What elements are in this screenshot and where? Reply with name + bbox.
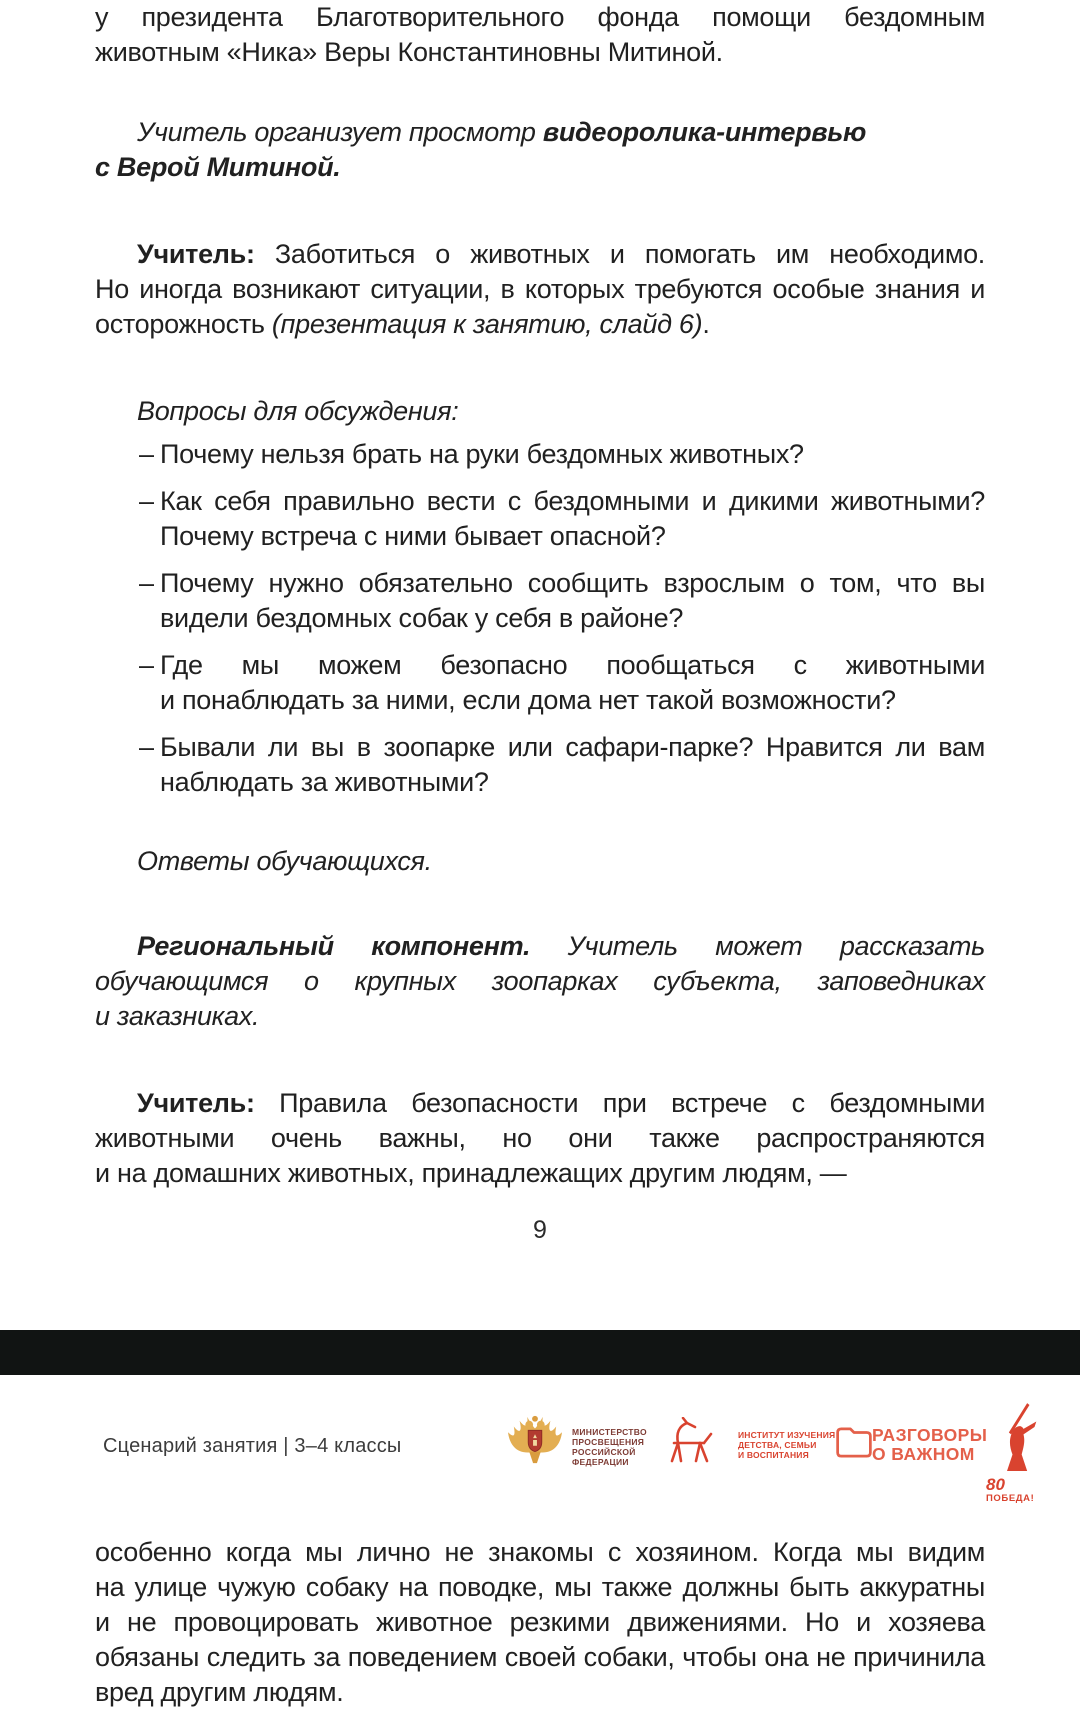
question-item xyxy=(95,730,985,800)
question-text: Как себя правильно вести с бездомными и дикими животными? Почему встреча с ними бывает опасной? xyxy=(160,486,985,551)
video-note-bold-2: с Верой Митиной. xyxy=(95,152,341,182)
discussion-questions-title-text: Вопросы для обсуждения: xyxy=(137,396,459,426)
students-answers-text: Ответы обучающихся. xyxy=(137,846,432,876)
teacher-label: Учитель: xyxy=(137,239,255,269)
ministry-logo-text xyxy=(572,1427,647,1467)
regional-component-note xyxy=(95,929,985,1034)
institute-text-line: ИНСТИТУТ ИЗУЧЕНИЯ xyxy=(738,1430,836,1440)
bullet-dash: – xyxy=(139,486,154,516)
question-item xyxy=(95,437,985,472)
bullet-dash: – xyxy=(139,439,154,469)
regional-component-text: Учитель может рассказать обучающимся о крупных зоопарках субъекта, заповедниках и заказниках. xyxy=(95,931,985,1031)
paragraph-text: у президента Благотворительного фонда помощи бездомным животным «Ника» Веры Константиновны Митиной. xyxy=(95,2,985,67)
ministry-emblem-icon xyxy=(506,1413,564,1472)
video-note-lead: Учитель организует просмотр xyxy=(137,117,543,147)
slide-reference-note: (презентация к занятию, слайд 6) xyxy=(271,309,703,339)
question-text: Где мы можем безопасно пообщаться с животными и понаблюдать за ними, если дома нет такой возможности? xyxy=(160,650,985,715)
victory-label: ПОБЕДА! xyxy=(986,1493,1035,1504)
ministry-text-line: ФЕДЕРАЦИИ xyxy=(572,1457,629,1467)
regional-component-label: Региональный компонент. xyxy=(137,931,531,961)
ministry-text-line: РОССИЙСКОЙ xyxy=(572,1447,636,1457)
ministry-text-line: МИНИСТЕРСТВО xyxy=(572,1427,647,1437)
discussion-questions-list xyxy=(95,437,985,800)
teacher-speech-text: Заботиться о животных и помогать им необходимо. Но иногда возникают ситуации, в которых требуются особые знания и осторожность xyxy=(95,239,985,339)
question-text: Почему нельзя брать на руки бездомных животных? xyxy=(160,439,804,469)
video-note-bold: видеоролика-интервью xyxy=(542,117,867,147)
ministry-text-line: ПРОСВЕЩЕНИЯ xyxy=(572,1437,645,1447)
bullet-dash: – xyxy=(139,650,154,680)
institute-text-line: ДЕТСТВА, СЕМЬИ xyxy=(738,1440,817,1450)
institute-horse-icon xyxy=(664,1417,716,1472)
bullet-dash: – xyxy=(139,732,154,762)
victory-80-logo xyxy=(986,1401,1050,1511)
page-footer xyxy=(0,1375,1080,1525)
question-item xyxy=(95,648,985,718)
footer-label: Сценарий занятия | 3–4 классы xyxy=(103,1435,402,1457)
paragraph-text: особенно когда мы лично не знакомы с хозяином. Когда мы видим на улице чужую собаку на поводке, мы также должны быть аккуратны и не провоцировать животное резкими движениями. Но и хозяева обязаны следить за поведением своей собаки, чтобы она не причинила вред другим людям. xyxy=(95,1537,985,1707)
question-item xyxy=(95,484,985,554)
paragraph-video-note xyxy=(95,115,985,185)
discussion-questions-title xyxy=(95,394,985,429)
institute-logo-text xyxy=(738,1430,835,1460)
victory-number: 80 xyxy=(986,1475,1005,1494)
paragraph-fund-continuation xyxy=(95,0,985,70)
paragraph-next-page-continuation xyxy=(95,1535,985,1710)
program-text-line: О ВАЖНОМ xyxy=(872,1444,975,1464)
paragraph-teacher-speech-1 xyxy=(95,237,985,342)
teacher-label: Учитель: xyxy=(137,1088,255,1118)
page-divider-bar xyxy=(0,1330,1080,1375)
question-text: Почему нужно обязательно сообщить взрослым о том, что вы видели бездомных собак у себя в районе? xyxy=(160,568,985,633)
victory-statue-icon xyxy=(996,1401,1040,1475)
students-answers-note xyxy=(95,844,985,879)
teacher-speech-text: Правила безопасности при встрече с бездомными животными очень важны, но они также распространяются и на домашних животных, принадлежащих другим людям, — xyxy=(95,1088,985,1188)
institute-text-line: И ВОСПИТАНИЯ xyxy=(738,1450,809,1460)
program-text-line: РАЗГОВОРЫ xyxy=(872,1425,988,1445)
folder-icon xyxy=(834,1425,874,1465)
bullet-dash: – xyxy=(139,568,154,598)
paragraph-teacher-speech-2 xyxy=(95,1086,985,1191)
question-text: Бывали ли вы в зоопарке или сафари-парке? Нравится ли вам наблюдать за животными? xyxy=(160,732,985,797)
question-item xyxy=(95,566,985,636)
sentence-period: . xyxy=(702,309,710,339)
page-number: 9 xyxy=(533,1216,547,1244)
program-logo-text xyxy=(872,1426,987,1464)
page-body-text xyxy=(95,0,985,1248)
